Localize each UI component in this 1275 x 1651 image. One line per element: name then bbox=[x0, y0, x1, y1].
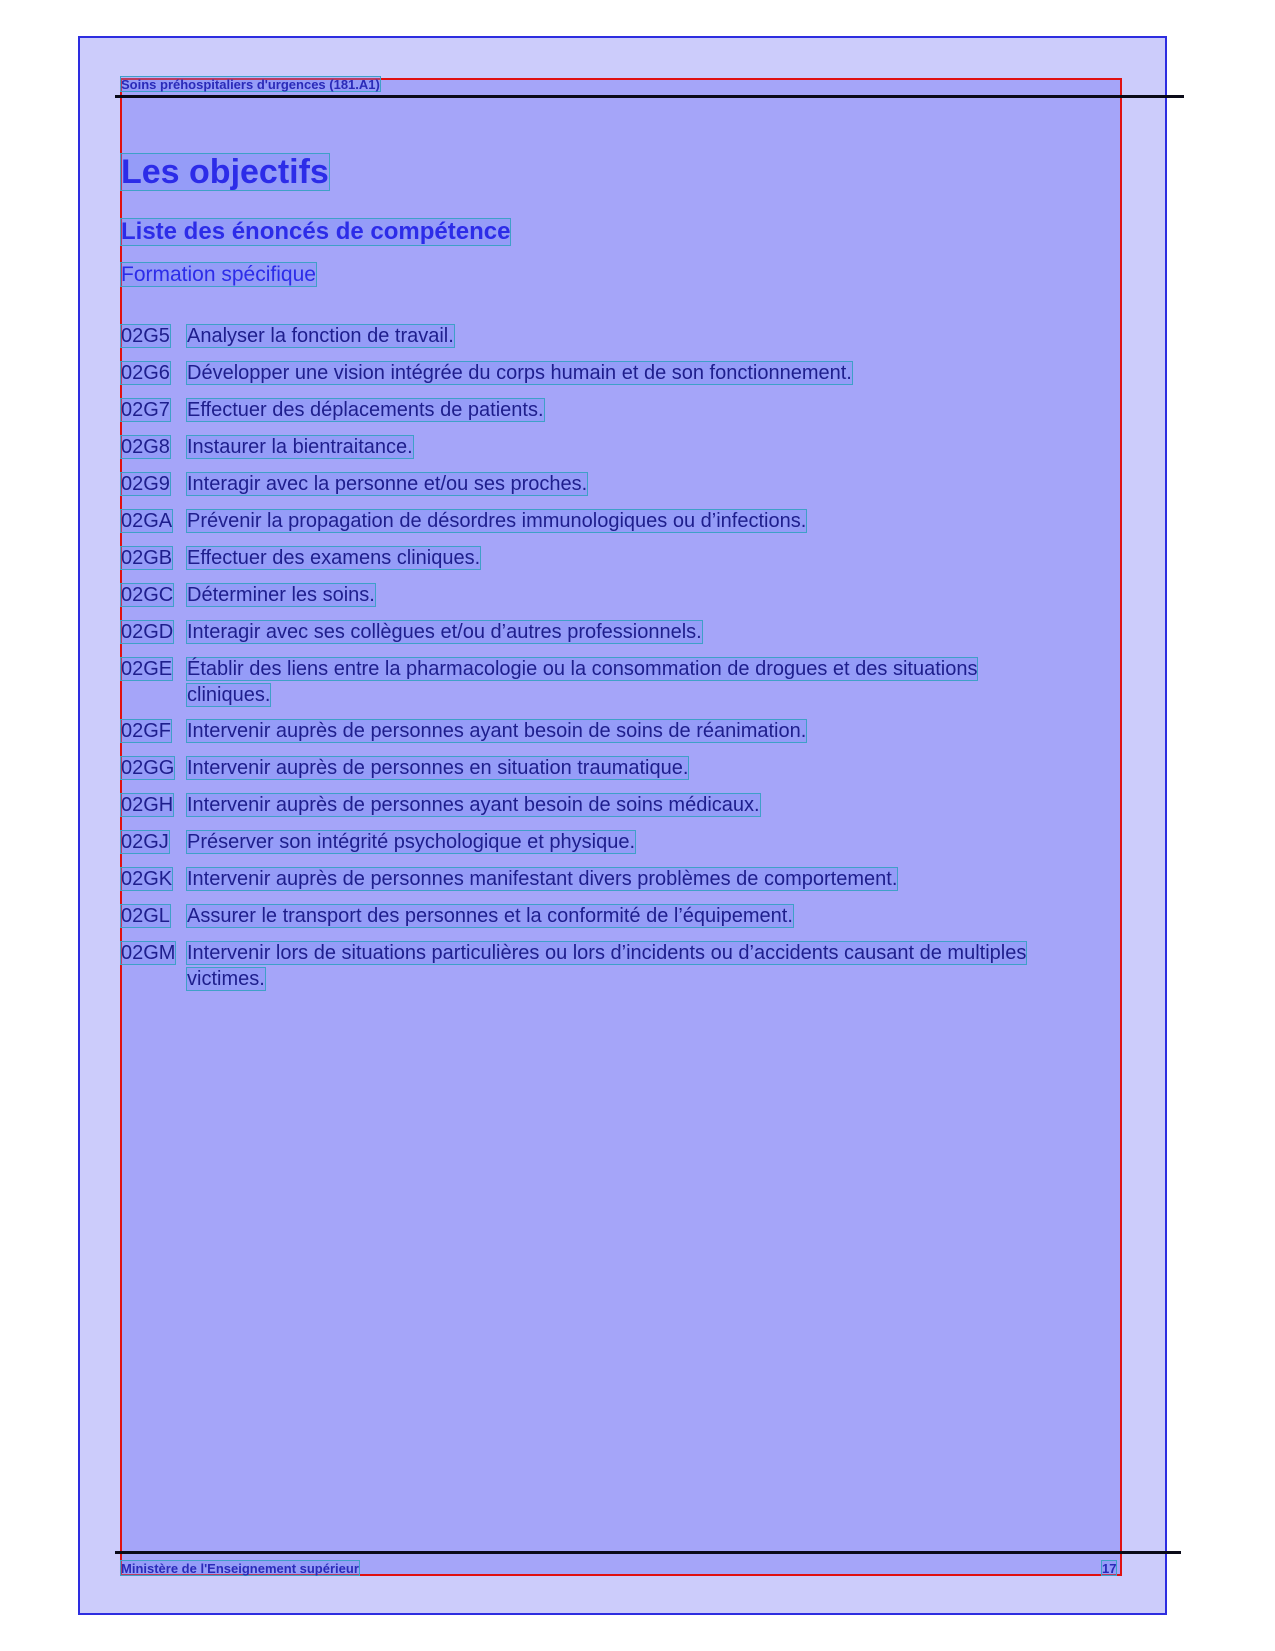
competency-code: 02GK bbox=[121, 868, 173, 890]
competency-code: 02GB bbox=[121, 547, 173, 569]
competency-statement: Analyser la fonction de travail. bbox=[187, 325, 454, 347]
competency-statement: Assurer le transport des personnes et la conformité de l’équipement. bbox=[187, 905, 793, 927]
competency-code: 02GF bbox=[121, 720, 172, 742]
footer-rule bbox=[115, 1551, 1181, 1554]
competency-code: 02GA bbox=[121, 510, 173, 532]
running-header: Soins préhospitaliers d'urgences (181.A1) bbox=[121, 77, 380, 92]
competency-code: 02G7 bbox=[121, 399, 170, 421]
competency-statement: Préserver son intégrité psychologique et physique. bbox=[187, 831, 636, 853]
running-footer: Ministère de l'Enseignement supérieur bbox=[121, 1561, 359, 1576]
competency-code: 02GE bbox=[121, 658, 173, 680]
competency-statement: Effectuer des déplacements de patients. bbox=[187, 399, 544, 421]
competency-code: 02GC bbox=[121, 584, 174, 606]
competency-statement: Intervenir auprès de personnes ayant besoin de soins médicaux. bbox=[187, 794, 760, 816]
section-heading: Liste des énoncés de compétence bbox=[121, 218, 511, 245]
competency-code: 02G9 bbox=[121, 473, 170, 495]
competency-code: 02GD bbox=[121, 621, 174, 643]
competency-code: 02GG bbox=[121, 757, 175, 779]
competency-statement: cliniques. bbox=[187, 684, 271, 706]
competency-code: 02GH bbox=[121, 794, 174, 816]
competency-statement: Déterminer les soins. bbox=[187, 584, 375, 606]
competency-code: 02G6 bbox=[121, 362, 170, 384]
competency-statement: Intervenir lors de situations particulières ou lors d’incidents ou d’accidents causant de multiples bbox=[187, 942, 1027, 964]
competency-statement: Effectuer des examens cliniques. bbox=[187, 547, 481, 569]
header-rule bbox=[115, 95, 1184, 98]
competency-statement: Intervenir auprès de personnes ayant besoin de soins de réanimation. bbox=[187, 720, 807, 742]
competency-statement: Intervenir auprès de personnes en situation traumatique. bbox=[187, 757, 689, 779]
competency-statement: Interagir avec ses collègues et/ou d’autres professionnels. bbox=[187, 621, 702, 643]
competency-statement: victimes. bbox=[187, 968, 265, 990]
competency-code: 02G5 bbox=[121, 325, 170, 347]
competency-code: 02GJ bbox=[121, 831, 169, 853]
competency-statement: Interagir avec la personne et/ou ses proches. bbox=[187, 473, 588, 495]
page-number: 17 bbox=[1102, 1561, 1117, 1576]
page-content-region bbox=[120, 78, 1122, 1576]
subsection-heading: Formation spécifique bbox=[121, 263, 316, 286]
competency-statement: Développer une vision intégrée du corps humain et de son fonctionnement. bbox=[187, 362, 852, 384]
competency-code: 02G8 bbox=[121, 436, 170, 458]
competency-statement: Prévenir la propagation de désordres immunologiques ou d’infections. bbox=[187, 510, 807, 532]
competency-code: 02GM bbox=[121, 942, 176, 964]
page-title: Les objectifs bbox=[121, 153, 329, 191]
competency-code: 02GL bbox=[121, 905, 170, 927]
competency-statement: Instaurer la bientraitance. bbox=[187, 436, 413, 458]
competency-statement: Établir des liens entre la pharmacologie ou la consommation de drogues et des situations bbox=[187, 658, 978, 680]
competency-statement: Intervenir auprès de personnes manifestant divers problèmes de comportement. bbox=[187, 868, 898, 890]
